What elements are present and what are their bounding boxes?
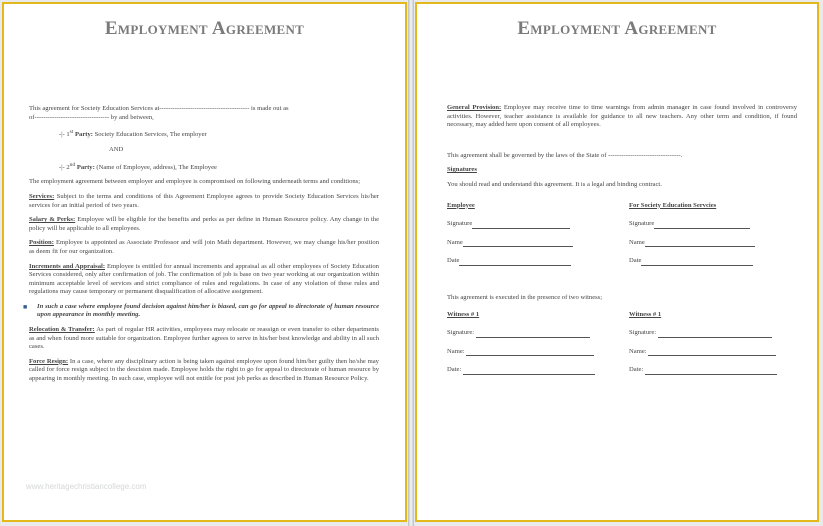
- increments-clause: [29, 263, 379, 297]
- signature-label: Signature:: [447, 329, 475, 337]
- relocation-text: As part of regular HR activities, employees may relocate or reassign or even transfer to other departments as and when found more suitable for organization. Employee further agrees to serve in his/her best knowledge and ability in all such cases.: [29, 326, 379, 351]
- intro-line-2: of---------------------------------- by and between,: [29, 113, 154, 121]
- blank-line: [641, 260, 753, 266]
- name-label: Name: [629, 238, 645, 246]
- date-label: Date:: [629, 366, 644, 374]
- signature-label: Signature: [447, 220, 473, 228]
- salary-text: Employee will be eligible for the benefits and perks as per define in Human Resource policy. Any change in the policy will be applicable to all employees.: [29, 216, 379, 232]
- position-label: Position:: [29, 239, 54, 247]
- employee-signature-line[interactable]: [447, 220, 615, 229]
- right-page: [415, 2, 819, 522]
- employee-signature: [447, 202, 615, 266]
- witness1-date-line[interactable]: [447, 366, 615, 375]
- left-page: [2, 2, 407, 522]
- signature-block: [447, 202, 797, 266]
- witness1-signature-line[interactable]: [447, 329, 615, 338]
- witness2-heading: Witness # 1: [629, 310, 662, 318]
- position-text: Employee is appointed as Associate Professor and will join Math department. However, we may change his/her position as deem fit for our organization.: [29, 239, 379, 255]
- blank-line: [459, 260, 571, 266]
- witness-2: [629, 311, 797, 375]
- and-text: AND: [109, 145, 124, 153]
- name-label: Name: [447, 238, 463, 246]
- relocation-clause: [29, 326, 379, 352]
- party2-text: (Name of Employee, address), The Employee: [94, 163, 217, 171]
- society-date-line[interactable]: [629, 257, 797, 266]
- general-provision-text: Employee may receive time to time warnings from admin manager in case found involved in controversy activities. However, teacher assistance is available for guidance to all new teachers. Any other term and condition, if found necessary, may added here upon consent of all employees.: [447, 104, 798, 129]
- signature-label: Signature: [629, 220, 655, 228]
- blank-line: [654, 223, 750, 229]
- increments-text: Employee is entitled for annual increments and appraisal as all other employees of Society Education Services considered, only after confirmation of job. The confirmation of job is base on two year working at our organization within minimum acceptable level of services and strict compliance of rules and regulations. In case of any violation of these rules and regulations may cause temporary or permanent disqualification of allocative assignment.: [29, 262, 379, 296]
- employee-date-line[interactable]: [447, 257, 615, 266]
- witness2-date-line[interactable]: [629, 366, 797, 375]
- appeal-note: [23, 302, 379, 320]
- witness1-name-line[interactable]: [447, 348, 615, 357]
- society-heading: For Society Education Servcies: [629, 201, 717, 209]
- services-clause: [29, 193, 379, 210]
- witness2-name-line[interactable]: [629, 348, 797, 357]
- party2-sup: nd: [69, 161, 76, 168]
- services-label: Services:: [29, 192, 55, 200]
- blank-line: [472, 223, 570, 229]
- page-title: Employment Agreement: [517, 18, 717, 39]
- force-resign-label: Force Resign:: [29, 357, 69, 365]
- name-label: Name:: [629, 347, 647, 355]
- witness-1: [447, 311, 615, 375]
- page-spine: [408, 0, 414, 526]
- witness-intro: This agreement is executed in the presence of two witness;: [447, 293, 603, 301]
- blank-line: [476, 332, 590, 338]
- party1-text: Society Education Services, The employer: [92, 131, 207, 139]
- force-resign-text: In a case, where any disciplinary action is being taken against employee upon found him/her guilty then he/she may called for force resign subject to the descision made. Employee holds the right to go for appeal to directorate of human resource by appearing in monthly meeting. In such case, employee will not entitle for post job perks as described in Human Resource Policy.: [29, 357, 379, 383]
- blank-line: [463, 369, 595, 375]
- force-resign-clause: [29, 358, 379, 384]
- general-provision-label: General Provision:: [447, 104, 502, 111]
- page-title: Employment Agreement: [104, 18, 305, 39]
- blank-line: [463, 241, 573, 247]
- services-text: Subject to the terms and conditions of this Agreement Employee agrees to provide Society Education Services his/her services for an initial period of two years.: [29, 192, 379, 209]
- increments-label: Increments and Appraisal:: [29, 262, 106, 270]
- date-label: Date: [447, 257, 460, 265]
- terms-intro: The employment agreement between employer and employee is compromised on following underneath terms and conditions;: [29, 178, 361, 186]
- salary-clause: [29, 216, 379, 233]
- blank-line: [648, 350, 776, 356]
- position-clause: [29, 239, 379, 256]
- witness-block: [447, 311, 797, 375]
- relocation-label: Relocation & Transfer:: [29, 326, 95, 334]
- blank-line: [658, 332, 772, 338]
- intro-line-1: This agreement for Society Education Services at----------------------------------------- is made out as: [29, 105, 289, 112]
- name-label: Name:: [447, 347, 465, 355]
- party1-prefix: -|- 1: [59, 131, 70, 139]
- blank-line: [466, 350, 594, 356]
- intro: [29, 105, 379, 122]
- party1-sup: st: [69, 129, 74, 136]
- witness1-heading: Witness # 1: [447, 310, 480, 318]
- signatures-text: You should read and understand this agreement. It is a legal and binding contract.: [447, 180, 662, 188]
- society-signature-line[interactable]: [629, 220, 797, 229]
- party-2: [29, 161, 379, 173]
- party2-prefix: -|- 2: [59, 163, 70, 171]
- signature-label: Signature:: [629, 329, 657, 337]
- spacer: [447, 136, 797, 152]
- society-signature: [629, 202, 797, 266]
- appeal-note-text: In such a case where employee found decision against him/her is biased, can go for appeal to directorate of human resource upon appearance in monthly meeting.: [37, 302, 379, 319]
- witness2-signature-line[interactable]: [629, 329, 797, 338]
- agreement-body: [447, 104, 797, 375]
- bullet-icon: ■: [23, 302, 28, 311]
- general-provision: [447, 104, 797, 130]
- party2-label: Party:: [75, 163, 95, 171]
- employee-heading: Employee: [447, 201, 475, 209]
- blank-line: [645, 241, 755, 247]
- salary-label: Salary & Perks:: [29, 216, 76, 224]
- governing-law: This agreement shall be governed by the laws of the State of ---------------------------------.: [447, 151, 683, 159]
- date-label: Date:: [447, 366, 462, 374]
- party-1: [29, 128, 379, 140]
- blank-line: [645, 369, 777, 375]
- watermark-text: www.heritagechristiancollege.com: [26, 482, 147, 491]
- employee-name-line[interactable]: [447, 239, 615, 248]
- party1-label: Party:: [73, 131, 93, 139]
- date-label: Date: [629, 257, 642, 265]
- agreement-body: [23, 105, 379, 390]
- signatures-heading: Signatures: [447, 166, 477, 174]
- society-name-line[interactable]: [629, 239, 797, 248]
